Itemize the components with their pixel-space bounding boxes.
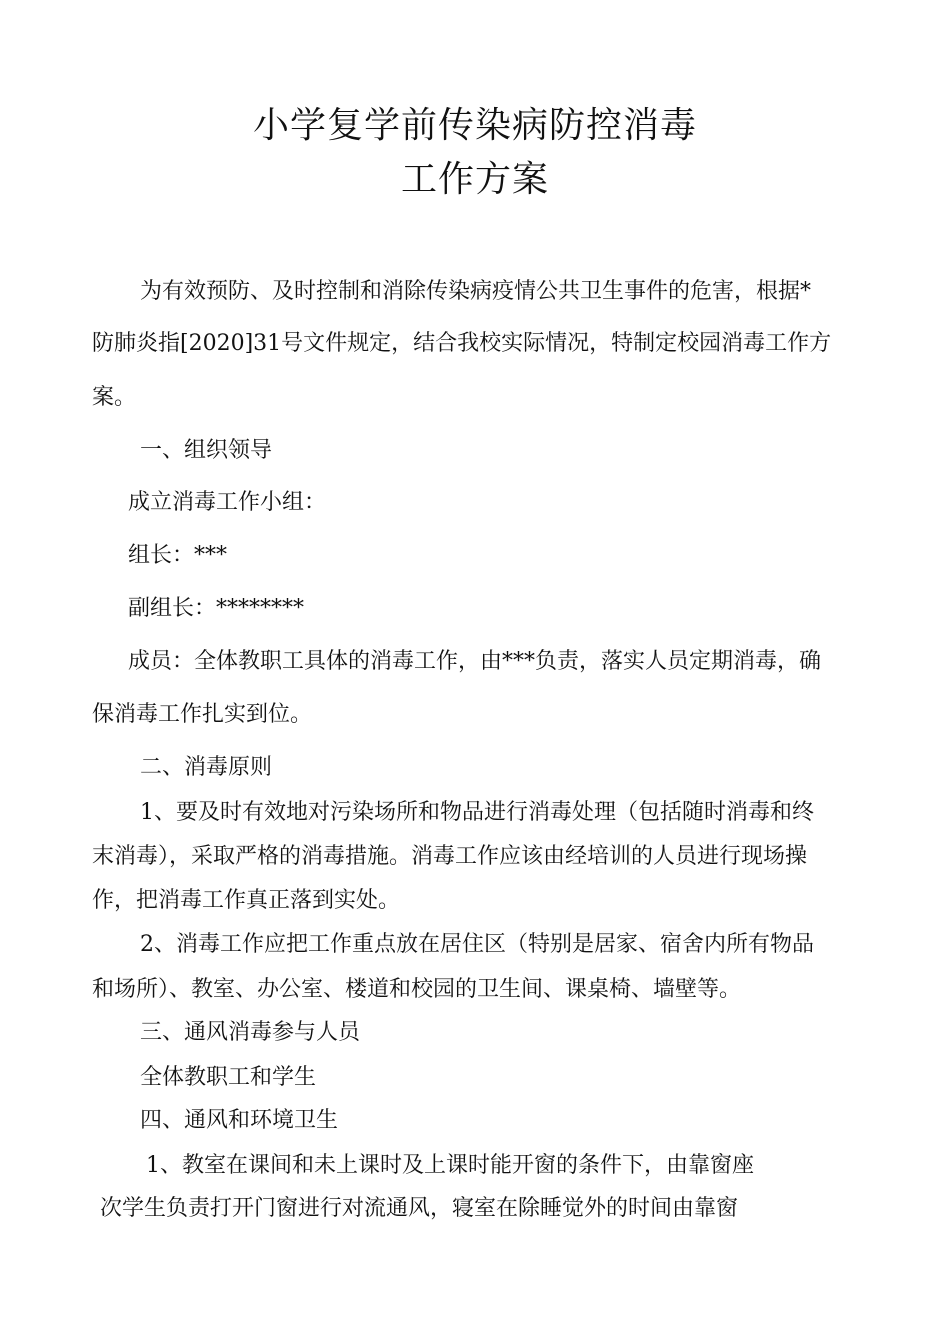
participants-text: 全体教职工和学生 [140, 1065, 317, 1090]
ventilation-line-2: 次学生负责打开门窗进行对流通风，寝室在除睡觉外的时间由靠窗 [100, 1196, 739, 1221]
principle-1-line-3: 作，把消毒工作真正落到实处。 [92, 888, 401, 913]
principle-2-line-1: 2、消毒工作应把工作重点放在居住区（特别是居家、宿舍内所有物品 [140, 932, 814, 957]
section-heading-1: 一、组织领导 [140, 438, 273, 463]
group-members-line-1: 成员：全体教职工具体的消毒工作，由***负责，落实人员定期消毒，确 [128, 649, 822, 674]
group-intro: 成立消毒工作小组： [128, 490, 327, 515]
ventilation-line-1: 1、教室在课间和未上课时及上课时能开窗的条件下，由靠窗座 [146, 1153, 754, 1178]
document-title-line2: 工作方案 [400, 159, 549, 200]
intro-line-3: 案。 [92, 385, 137, 410]
intro-line-2: 防肺炎指[2020]31号文件规定，结合我校实际情况，特制定校园消毒工作方 [92, 331, 832, 356]
section-heading-4: 四、通风和环境卫生 [140, 1108, 339, 1133]
principle-2-line-2: 和场所）、教室、办公室、楼道和校园的卫生间、课桌椅、墙壁等。 [92, 977, 742, 1002]
principle-1-line-2: 末消毒），采取严格的消毒措施。消毒工作应该由经培训的人员进行现场操 [92, 844, 808, 869]
group-leader: 组长：*** [128, 543, 228, 568]
group-members-line-2: 保消毒工作扎实到位。 [92, 702, 313, 727]
group-deputy-leader: 副组长：******** [128, 596, 305, 621]
section-heading-3: 三、通风消毒参与人员 [140, 1020, 361, 1045]
section-heading-2: 二、消毒原则 [140, 755, 273, 780]
document-title-line1: 小学复学前传染病防控消毒 [252, 105, 697, 146]
intro-line-1: 为有效预防、及时控制和消除传染病疫情公共卫生事件的危害，根据* [140, 279, 812, 304]
principle-1-line-1: 1、要及时有效地对污染场所和物品进行消毒处理（包括随时消毒和终 [140, 800, 814, 825]
